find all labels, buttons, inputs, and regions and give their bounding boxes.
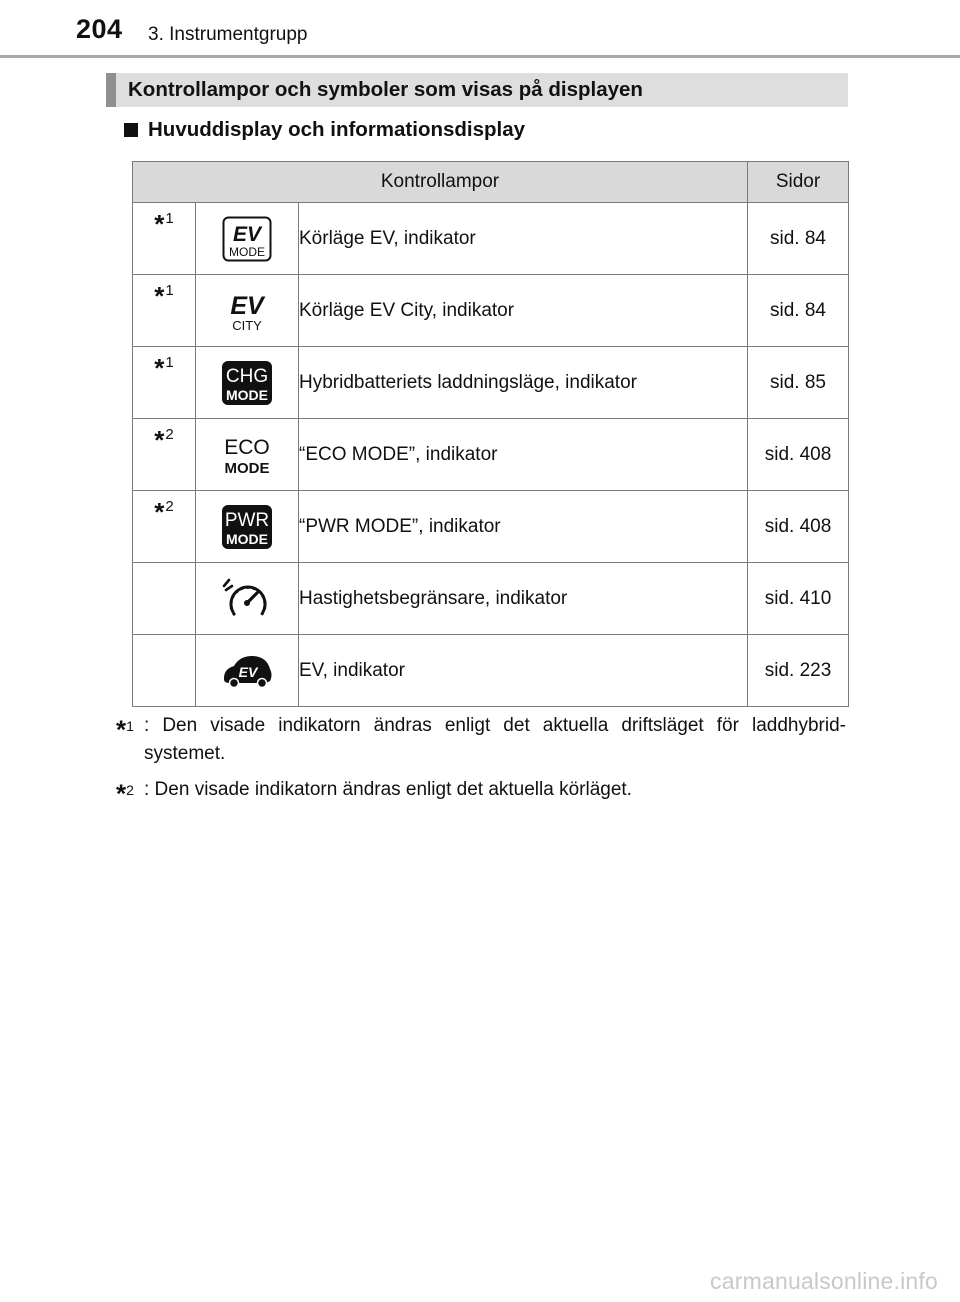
footnote-mark: *$^1$ — [133, 347, 196, 419]
svg-text:MODE: MODE — [224, 459, 270, 477]
indicator-description: “ECO MODE”, indikator — [299, 419, 748, 491]
svg-text:MODE: MODE — [226, 530, 268, 547]
footnote-mark — [133, 563, 196, 635]
eco-mode-icon — [221, 432, 273, 478]
page-reference: sid. 85 — [748, 347, 849, 419]
header-divider — [0, 55, 960, 58]
footnote-mark: *$^2$ — [133, 491, 196, 563]
sub-heading-text: Huvuddisplay och informationsdisplay — [148, 118, 526, 141]
table-row — [133, 275, 849, 347]
footnote-marker: *$^2$ — [116, 778, 134, 809]
ev-car-icon — [220, 651, 274, 691]
indicator-table — [132, 161, 849, 707]
page-reference: sid. 84 — [748, 203, 849, 275]
svg-text:CITY: CITY — [232, 317, 262, 333]
table-row — [133, 491, 849, 563]
svg-text:EV: EV — [238, 663, 258, 680]
table-row — [133, 419, 849, 491]
svg-text:EV: EV — [232, 222, 262, 246]
speed-limiter-icon — [220, 576, 274, 622]
watermark: carmanualsonline.info — [710, 1268, 938, 1294]
pwr-mode-icon — [221, 504, 273, 550]
svg-text:MODE: MODE — [226, 386, 268, 403]
table-row — [133, 635, 849, 707]
footnote-mark: *$^1$ — [133, 275, 196, 347]
indicator-description: Körläge EV, indikator — [299, 203, 748, 275]
footnote-2 — [116, 776, 846, 809]
square-bullet-icon — [124, 123, 138, 137]
page-reference: sid. 223 — [748, 635, 849, 707]
indicator-description: EV, indikator — [299, 635, 748, 707]
column-header-indicators: Kontrollampor — [133, 162, 748, 203]
indicator-description: Körläge EV City, indikator — [299, 275, 748, 347]
column-header-pages: Sidor — [748, 162, 849, 203]
chg-mode-icon — [221, 360, 273, 406]
page-reference: sid. 408 — [748, 419, 849, 491]
page-reference: sid. 410 — [748, 563, 849, 635]
svg-text:EV: EV — [230, 291, 264, 320]
indicator-description: Hybridbatteriets laddningsläge, indikator — [299, 347, 748, 419]
ev-mode-icon — [222, 216, 272, 262]
ev-city-icon — [222, 288, 272, 334]
section-title: Kontrollampor och symboler som visas på displayen — [106, 73, 848, 107]
page-reference: sid. 408 — [748, 491, 849, 563]
indicator-description: “PWR MODE”, indikator — [299, 491, 748, 563]
footnote-text: : Den visade indikatorn ändras enligt det aktuella körläget. — [144, 779, 632, 800]
chapter-title: 3. Instrumentgrupp — [148, 24, 308, 45]
footnote-mark: *$^1$ — [133, 203, 196, 275]
footnotes — [116, 712, 846, 809]
footnote-text: : Den visade indikatorn ändras enligt det aktuella driftsläget för laddhybrid-systemet. — [144, 715, 846, 764]
page-number: 204 — [76, 14, 123, 44]
footnote-mark — [133, 635, 196, 707]
footnote-mark: *$^2$ — [133, 419, 196, 491]
table-header-row — [133, 162, 849, 203]
footnote-1 — [116, 712, 846, 768]
indicator-description: Hastighetsbegränsare, indikator — [299, 563, 748, 635]
table-row — [133, 203, 849, 275]
sub-heading — [124, 118, 525, 142]
page-reference: sid. 84 — [748, 275, 849, 347]
svg-text:PWR: PWR — [224, 509, 270, 531]
footnote-marker: *$^1$ — [116, 714, 134, 745]
table-row — [133, 563, 849, 635]
svg-text:CHG: CHG — [225, 365, 269, 387]
svg-text:MODE: MODE — [229, 244, 265, 259]
svg-text:ECO: ECO — [224, 435, 270, 459]
table-row — [133, 347, 849, 419]
